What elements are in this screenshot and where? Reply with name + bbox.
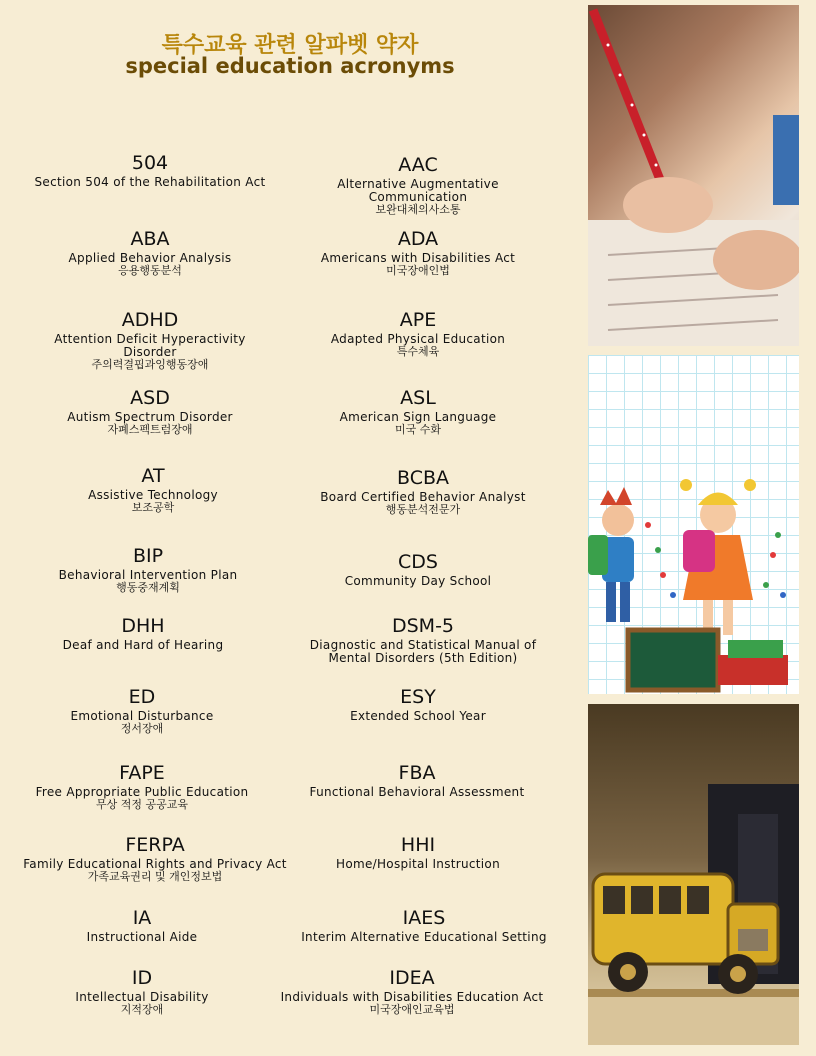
page-title-korean: 특수교육 관련 알파벳 약자 (161, 33, 419, 58)
acronym-entry (308, 228, 528, 277)
acronym-entry (30, 309, 270, 371)
acronym: ASD (130, 387, 170, 409)
acronym-english: American Sign Language (339, 410, 497, 424)
acronym-entry (53, 465, 253, 514)
acronym: ASL (400, 387, 436, 409)
acronym: DHH (121, 615, 165, 637)
acronym-english: Alternative Augmentative Communication (337, 177, 499, 204)
acronym-entry (318, 309, 518, 358)
acronym-entry (296, 907, 552, 944)
acronym-entry (48, 545, 248, 594)
child-writing-icon (588, 5, 799, 346)
acronym-english: Behavioral Intervention Plan (58, 568, 238, 582)
acronym-entry (42, 967, 242, 1016)
acronym: FBA (398, 762, 436, 784)
acronym: ADA (397, 228, 439, 250)
acronym-korean: 응용행동분석 (118, 264, 182, 277)
acronym: FERPA (125, 834, 185, 856)
acronym-korean: 행동중재계획 (116, 581, 180, 594)
acronym-entry (42, 686, 242, 735)
acronym-entry (43, 615, 243, 652)
acronym-entry (270, 967, 554, 1016)
acronym-entry (50, 387, 250, 436)
acronym-english: Family Educational Rights and Privacy Act (23, 857, 287, 871)
toy-school-bus-photo (588, 704, 799, 1045)
acronym-english: Functional Behavioral Assessment (309, 785, 525, 799)
acronym-korean: 정서장애 (120, 722, 164, 735)
acronym-english: Attention Deficit Hyperactivity Disorder (54, 332, 246, 359)
acronym-entry (32, 762, 252, 811)
acronym-entry (40, 228, 260, 277)
acronym-entry (318, 387, 518, 436)
acronym-english: Individuals with Disabilities Education Act (280, 990, 544, 1004)
cartoon-children-icon (588, 355, 799, 694)
acronym: ED (128, 686, 156, 708)
acronym-korean: 주의력결핍과잉행동장애 (91, 358, 209, 371)
acronym-english: Assistive Technology (88, 488, 218, 502)
acronym-english: Board Certified Behavior Analyst (320, 490, 526, 504)
acronym-english: Emotional Disturbance (70, 709, 214, 723)
acronym: FAPE (119, 762, 165, 784)
acronym-entry (288, 154, 548, 216)
child-writing-photo (588, 5, 799, 346)
acronym-english: Applied Behavior Analysis (68, 251, 232, 265)
acronym-english: Instructional Aide (86, 930, 198, 944)
acronym-korean: 가족교육권리 및 개인정보법 (87, 870, 223, 883)
acronym-korean: 무상 적정 공공교육 (95, 798, 188, 811)
acronym-entry (318, 686, 518, 723)
acronym-english: Diagnostic and Statistical Manual of Mental Disorders (5th Edition) (309, 638, 537, 665)
acronym: CDS (398, 551, 438, 573)
cartoon-children-photo (588, 355, 799, 694)
acronym-korean: 보조공학 (131, 501, 175, 514)
acronym-english: Adapted Physical Education (330, 332, 506, 346)
acronym-english: Community Day School (344, 574, 492, 588)
acronym-english: Section 504 of the Rehabilitation Act (34, 175, 266, 189)
acronym-english: Deaf and Hard of Hearing (62, 638, 224, 652)
acronym: ADHD (121, 309, 179, 331)
acronym-korean: 행동분석전문가 (385, 503, 461, 516)
acronym-entry (298, 615, 548, 665)
acronym-korean: 미국 수화 (394, 423, 441, 436)
acronym: APE (399, 309, 437, 331)
acronym-english: Interim Alternative Educational Setting (301, 930, 547, 944)
acronym: ABA (130, 228, 170, 250)
acronym-english: Home/Hospital Instruction (336, 857, 500, 871)
acronym-entry (30, 152, 270, 189)
acronym-english: Americans with Disabilities Act (320, 251, 516, 265)
acronym-entry (12, 834, 298, 883)
acronym-korean: 보완대체의사소통 (375, 203, 461, 216)
acronym: ESY (400, 686, 436, 708)
acronym: 504 (131, 152, 169, 174)
acronym-korean: 미국장애인법 (386, 264, 450, 277)
acronym: ID (131, 967, 153, 989)
acronym-entry (303, 467, 543, 516)
acronym-korean: 자폐스펙트럼장애 (107, 423, 193, 436)
acronym-english: Autism Spectrum Disorder (67, 410, 233, 424)
acronym: HHI (400, 834, 436, 856)
acronym-entry (318, 551, 518, 588)
page-title-english: special education acronyms (125, 54, 455, 78)
acronym: IAES (402, 907, 446, 929)
acronym-korean: 지적장애 (120, 1003, 164, 1016)
acronym-english: Free Appropriate Public Education (35, 785, 249, 799)
school-bus-icon (588, 704, 799, 1045)
acronym: DSM-5 (391, 615, 455, 637)
acronym: BCBA (397, 467, 449, 489)
acronym-korean: 특수체육 (396, 345, 440, 358)
acronym: BIP (132, 545, 164, 567)
acronym: IA (132, 907, 152, 929)
acronym-korean: 미국장애인교육법 (369, 1003, 455, 1016)
acronym-entry (318, 834, 518, 871)
acronym-entry (307, 762, 527, 799)
acronym: AAC (398, 154, 438, 176)
acronym: IDEA (389, 967, 435, 989)
acronym-english: Intellectual Disability (75, 990, 209, 1004)
acronym-english: Extended School Year (350, 709, 486, 723)
acronym: AT (141, 465, 165, 487)
acronym-entry (42, 907, 242, 944)
